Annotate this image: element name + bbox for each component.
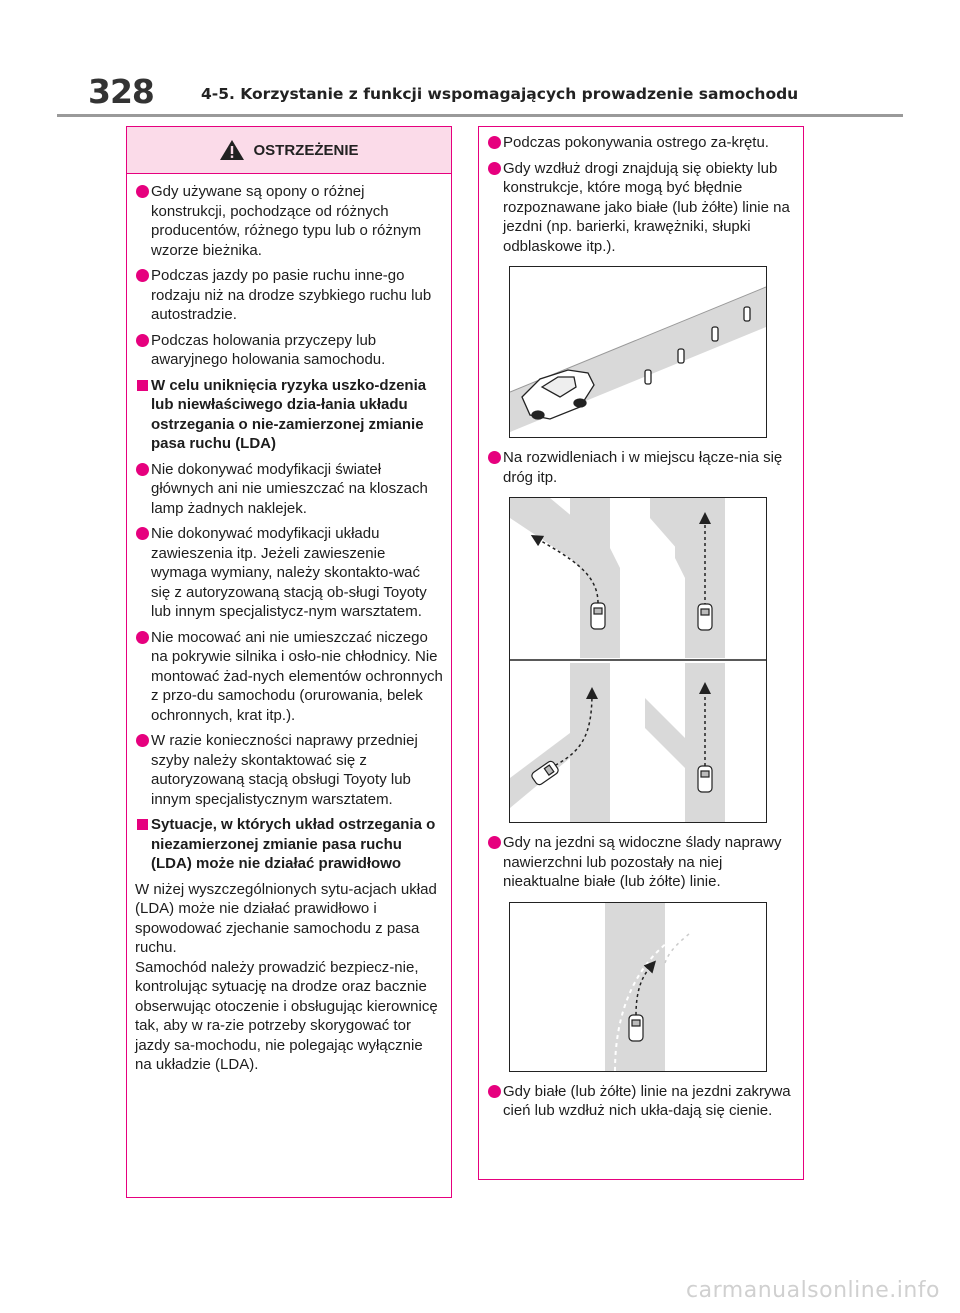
warning-triangle-icon — [219, 139, 245, 161]
header-rule — [57, 114, 903, 117]
subheading: Sytuacje, w których układ ostrzegania o niezamierzonej zmianie pasa ruchu (LDA) może nie działać prawidłowo — [127, 815, 451, 874]
list-item: W razie konieczności naprawy przedniej szyby należy skontaktować się z autoryzowaną stacją obsługi Toyoty lub innym specjalistycznym warsztatem. — [127, 731, 451, 809]
list-item: Gdy używane są opony o różnej konstrukcji, pochodzące od różnych producentów, różnego typu lub o różnym wzorze bieżnika. — [127, 182, 451, 260]
bullet-icon — [488, 162, 501, 175]
bullet-icon — [136, 527, 149, 540]
list-item: Gdy białe (lub żółte) linie na jezdni zakrywa cień lub wzdłuż nich ukła-dają się cienie. — [479, 1082, 803, 1121]
list-item: Podczas pokonywania ostrego za-krętu. — [479, 133, 803, 153]
car-icon — [591, 603, 605, 629]
paragraph: W niżej wyszczególnionych sytu-acjach układ (LDA) może nie działać prawidłowo i spowodować zjechanie samochodu z pasa ruchu. — [135, 880, 437, 956]
watermark: carmanualsonline.info — [686, 1278, 940, 1303]
car-icon — [698, 766, 712, 792]
list-item: Nie mocować ani nie umieszczać niczego na pokrywie silnika i osło-nie chłodnicy. Nie montować żad-nych elementów ochronnych z przo-du samochodu (orurowania, belek ochronnych, krat itp.). — [127, 628, 451, 726]
bullet-icon — [488, 451, 501, 464]
old-markings-illustration — [510, 903, 766, 1071]
bullet-icon — [136, 631, 149, 644]
bullet-icon — [488, 836, 501, 849]
figure-old-markings — [509, 902, 767, 1072]
list-item: Gdy na jezdni są widoczne ślady naprawy nawierzchni lub pozostały na niej nieaktualne białe (lub żółte) linie. — [479, 833, 803, 892]
section-title: 4-5. Korzystanie z funkcji wspomagających prowadzenie samochodu — [201, 85, 799, 103]
bullet-icon — [136, 269, 149, 282]
bullet-icon — [488, 1085, 501, 1098]
bullet-icon — [136, 185, 149, 198]
car-icon — [698, 604, 712, 630]
list-item: Na rozwidleniach i w miejscu łącze-nia się dróg itp. — [479, 448, 803, 487]
conditions-box — [478, 126, 804, 1180]
list-item: Nie dokonywać modyfikacji układu zawieszenia itp. Jeżeli zawieszenie wymaga wymiany, należy skontakto-wać się z autoryzowaną stacją ob-sługi Toyoty lub innym specjalistycz-nym warsztatem. — [127, 524, 451, 622]
warning-header — [127, 127, 451, 174]
list-item: Podczas jazdy po pasie ruchu inne-go rodzaju niż na drodze szybkiego ruchu lub autostradzie. — [127, 266, 451, 325]
car-icon — [629, 1015, 643, 1041]
car-icon — [522, 370, 594, 419]
subheading: W celu uniknięcia ryzyka uszko-dzenia lub niewłaściwego dzia-łania układu ostrzegania o nie-zamierzonej zmianie pasa ruchu (LDA) — [127, 376, 451, 454]
figure-road-branches — [509, 497, 767, 823]
list-item: Podczas holowania przyczepy lub awaryjnego holowania samochodu. — [127, 331, 451, 370]
bullet-icon — [136, 334, 149, 347]
warning-title: OSTRZEŻENIE — [253, 141, 359, 159]
road-branches-illustration — [510, 498, 766, 822]
figure-bollards — [509, 266, 767, 438]
square-bullet-icon — [137, 819, 148, 830]
square-bullet-icon — [137, 380, 148, 391]
warning-box — [126, 126, 452, 1198]
bullet-icon — [488, 136, 501, 149]
page-number: 328 — [88, 72, 154, 111]
paragraph: Samochód należy prowadzić bezpiecz-nie, kontrolując sytuację na drodze oraz bacznie obserwując otoczenie i obsługując kierownicę tak, aby w ra-zie potrzeby skorygować tor jazdy sa-mochodu, nie polegając wyłącznie na układzie (LDA). — [135, 958, 438, 1073]
road-bollards-illustration — [510, 267, 766, 437]
bullet-icon — [136, 734, 149, 747]
list-item: Nie dokonywać modyfikacji świateł głównych ani nie umieszczać na kloszach lamp żadnych naklejek. — [127, 460, 451, 519]
bullet-icon — [136, 463, 149, 476]
list-item: Gdy wzdłuż drogi znajdują się obiekty lub konstrukcje, które mogą być błędnie rozpoznawane jako białe (lub żółte) linie na jezdni (np. barierki, krawężniki, słupki odblaskowe itp.). — [479, 159, 803, 257]
